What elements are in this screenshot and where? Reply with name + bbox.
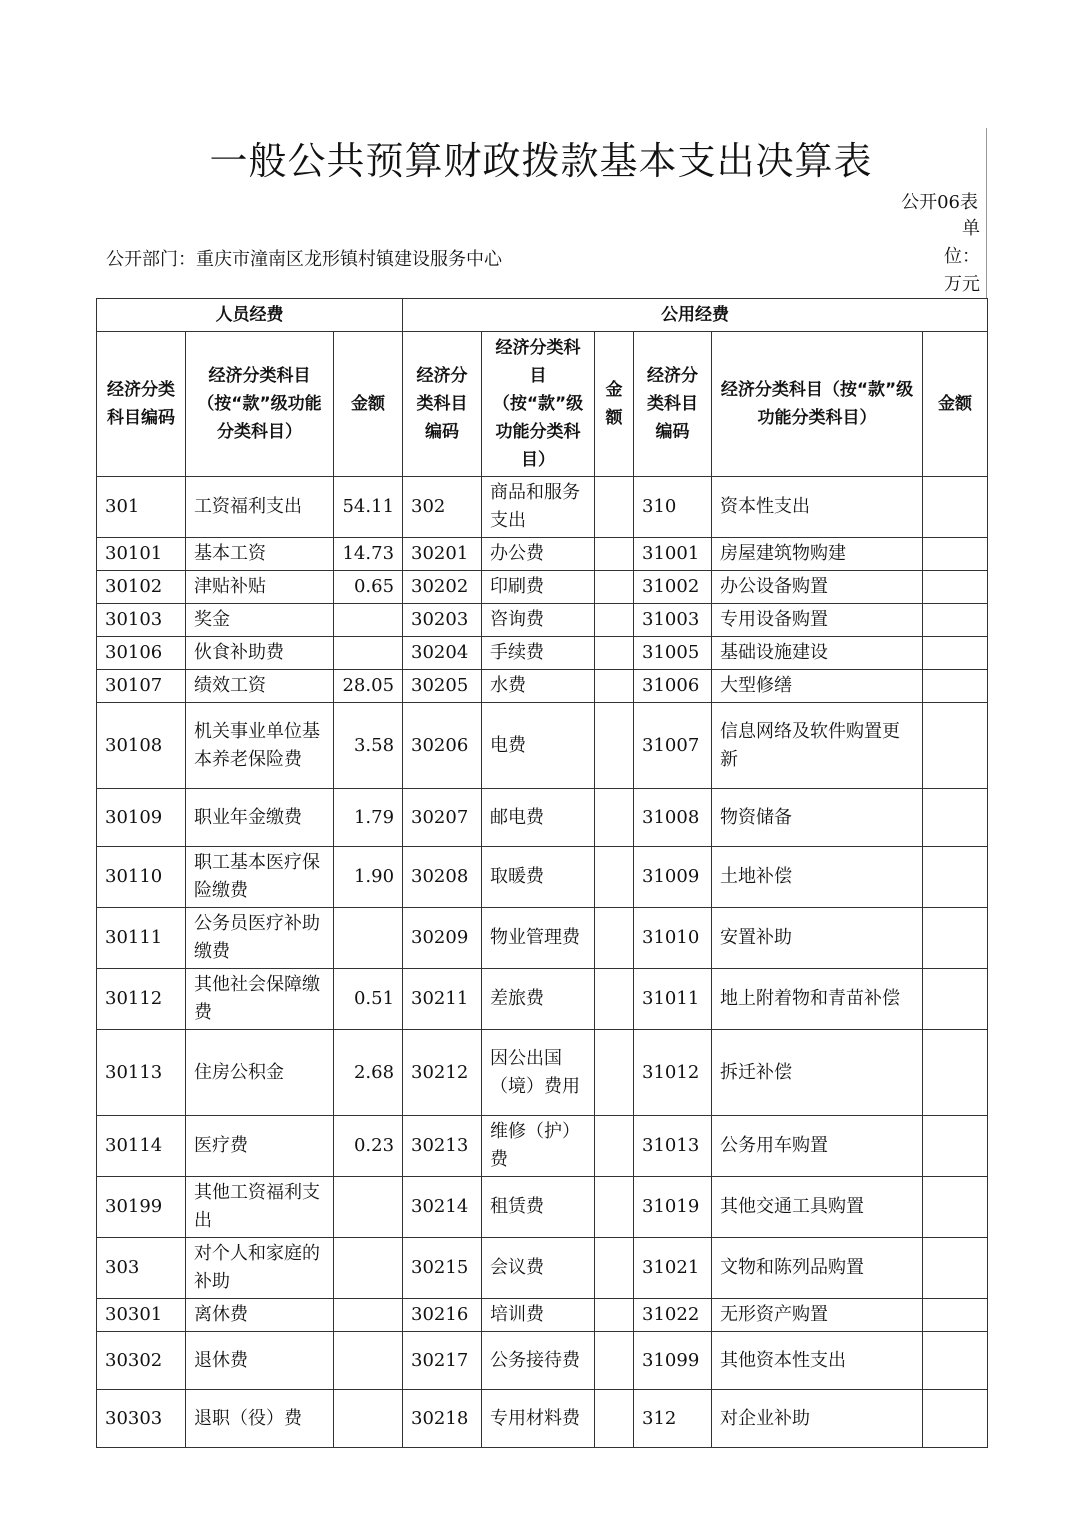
name-cell: 咨询费 xyxy=(482,604,595,637)
name-cell: 奖金 xyxy=(186,604,334,637)
amount-cell xyxy=(595,1390,634,1448)
code-cell: 31012 xyxy=(634,1030,712,1116)
name-cell: 基础设施建设 xyxy=(712,637,923,670)
name-cell: 电费 xyxy=(482,703,595,789)
code-cell: 30113 xyxy=(97,1030,186,1116)
code-cell: 30205 xyxy=(403,670,482,703)
code-cell: 30209 xyxy=(403,908,482,969)
name-cell: 因公出国（境）费用 xyxy=(482,1030,595,1116)
amount-cell xyxy=(334,1299,403,1332)
amount-cell xyxy=(595,847,634,908)
amount-cell xyxy=(595,703,634,789)
unit-value: 万元 xyxy=(944,274,980,295)
amount-cell xyxy=(334,1332,403,1390)
code-cell: 31022 xyxy=(634,1299,712,1332)
table-row xyxy=(97,1332,988,1390)
name-cell: 房屋建筑物购建 xyxy=(712,538,923,571)
code-cell: 30302 xyxy=(97,1332,186,1390)
code-cell: 31099 xyxy=(634,1332,712,1390)
code-cell: 30109 xyxy=(97,789,186,847)
code-cell: 30201 xyxy=(403,538,482,571)
amount-cell: 28.05 xyxy=(334,670,403,703)
code-cell: 30206 xyxy=(403,703,482,789)
group-personnel: 人员经费 xyxy=(97,299,403,332)
code-cell: 31021 xyxy=(634,1238,712,1299)
name-cell: 大型修缮 xyxy=(712,670,923,703)
code-cell: 31011 xyxy=(634,969,712,1030)
amount-cell xyxy=(595,969,634,1030)
amount-cell xyxy=(334,908,403,969)
name-cell: 伙食补助费 xyxy=(186,637,334,670)
code-cell: 30207 xyxy=(403,789,482,847)
amount-cell xyxy=(923,789,988,847)
table-row xyxy=(97,604,988,637)
group-public: 公用经费 xyxy=(403,299,988,332)
amount-cell xyxy=(595,1299,634,1332)
name-cell: 其他工资福利支出 xyxy=(186,1177,334,1238)
unit-block xyxy=(938,215,980,299)
right-divider xyxy=(986,128,987,298)
table-row xyxy=(97,538,988,571)
header-amount: 金额 xyxy=(334,332,403,477)
amount-cell xyxy=(334,1177,403,1238)
amount-cell xyxy=(923,477,988,538)
table-row xyxy=(97,571,988,604)
name-cell: 住房公积金 xyxy=(186,1030,334,1116)
name-cell: 拆迁补偿 xyxy=(712,1030,923,1116)
name-cell: 印刷费 xyxy=(482,571,595,604)
name-cell: 物业管理费 xyxy=(482,908,595,969)
table-row xyxy=(97,1116,988,1177)
code-cell: 302 xyxy=(403,477,482,538)
name-cell: 基本工资 xyxy=(186,538,334,571)
table-row xyxy=(97,1299,988,1332)
name-cell: 其他社会保障缴费 xyxy=(186,969,334,1030)
code-cell: 303 xyxy=(97,1238,186,1299)
table-row xyxy=(97,703,988,789)
header-code: 经济分类科目编码 xyxy=(97,332,186,477)
amount-cell xyxy=(595,670,634,703)
code-cell: 31013 xyxy=(634,1116,712,1177)
table-row xyxy=(97,670,988,703)
code-cell: 30114 xyxy=(97,1116,186,1177)
table-row xyxy=(97,1177,988,1238)
code-cell: 30303 xyxy=(97,1390,186,1448)
amount-cell xyxy=(923,538,988,571)
name-cell: 取暖费 xyxy=(482,847,595,908)
name-cell: 邮电费 xyxy=(482,789,595,847)
table-row xyxy=(97,1030,988,1116)
name-cell: 公务用车购置 xyxy=(712,1116,923,1177)
amount-cell xyxy=(923,1116,988,1177)
name-cell: 职工基本医疗保险缴费 xyxy=(186,847,334,908)
name-cell: 工资福利支出 xyxy=(186,477,334,538)
column-header-row xyxy=(97,332,988,477)
header-name: 经济分类科目（按“款”级功能分类科目） xyxy=(186,332,334,477)
table-row xyxy=(97,969,988,1030)
name-cell: 公务接待费 xyxy=(482,1332,595,1390)
code-cell: 30108 xyxy=(97,703,186,789)
amount-cell xyxy=(334,604,403,637)
amount-cell xyxy=(923,908,988,969)
amount-cell: 1.79 xyxy=(334,789,403,847)
code-cell: 30103 xyxy=(97,604,186,637)
code-cell: 30211 xyxy=(403,969,482,1030)
name-cell: 其他交通工具购置 xyxy=(712,1177,923,1238)
table-row xyxy=(97,789,988,847)
code-cell: 31005 xyxy=(634,637,712,670)
code-cell: 30203 xyxy=(403,604,482,637)
name-cell: 医疗费 xyxy=(186,1116,334,1177)
amount-cell: 0.65 xyxy=(334,571,403,604)
name-cell: 办公费 xyxy=(482,538,595,571)
code-cell: 31010 xyxy=(634,908,712,969)
name-cell: 租赁费 xyxy=(482,1177,595,1238)
code-cell: 31009 xyxy=(634,847,712,908)
table-body xyxy=(97,477,988,1448)
name-cell: 专用材料费 xyxy=(482,1390,595,1448)
amount-cell xyxy=(595,1116,634,1177)
table-row xyxy=(97,1238,988,1299)
name-cell: 资本性支出 xyxy=(712,477,923,538)
code-cell: 301 xyxy=(97,477,186,538)
name-cell: 对个人和家庭的补助 xyxy=(186,1238,334,1299)
name-cell: 土地补偿 xyxy=(712,847,923,908)
amount-cell xyxy=(595,1332,634,1390)
amount-cell xyxy=(923,1238,988,1299)
code-cell: 31002 xyxy=(634,571,712,604)
code-cell: 30216 xyxy=(403,1299,482,1332)
name-cell: 专用设备购置 xyxy=(712,604,923,637)
name-cell: 安置补助 xyxy=(712,908,923,969)
name-cell: 物资储备 xyxy=(712,789,923,847)
name-cell: 培训费 xyxy=(482,1299,595,1332)
code-cell: 30217 xyxy=(403,1332,482,1390)
form-number: 公开06表 xyxy=(901,192,978,213)
table-row xyxy=(97,847,988,908)
unit-label: 单位： xyxy=(944,218,980,267)
name-cell: 无形资产购置 xyxy=(712,1299,923,1332)
amount-cell xyxy=(923,670,988,703)
name-cell: 维修（护）费 xyxy=(482,1116,595,1177)
amount-cell xyxy=(923,703,988,789)
header-name: 经济分类科目（按“款”级功能分类科目） xyxy=(712,332,923,477)
code-cell: 31001 xyxy=(634,538,712,571)
code-cell: 31006 xyxy=(634,670,712,703)
name-cell: 公务员医疗补助缴费 xyxy=(186,908,334,969)
expenditure-table xyxy=(96,298,988,1448)
name-cell: 水费 xyxy=(482,670,595,703)
amount-cell xyxy=(595,789,634,847)
code-cell: 30112 xyxy=(97,969,186,1030)
amount-cell: 3.58 xyxy=(334,703,403,789)
code-cell: 30212 xyxy=(403,1030,482,1116)
amount-cell xyxy=(923,1332,988,1390)
code-cell: 30202 xyxy=(403,571,482,604)
amount-cell xyxy=(334,1390,403,1448)
department-label: 公开部门：重庆市潼南区龙形镇村镇建设服务中心 xyxy=(106,249,502,270)
name-cell: 办公设备购置 xyxy=(712,571,923,604)
amount-cell: 2.68 xyxy=(334,1030,403,1116)
amount-cell: 54.11 xyxy=(334,477,403,538)
header-code: 经济分类科目编码 xyxy=(403,332,482,477)
amount-cell xyxy=(923,604,988,637)
code-cell: 30107 xyxy=(97,670,186,703)
name-cell: 绩效工资 xyxy=(186,670,334,703)
table-row xyxy=(97,637,988,670)
code-cell: 312 xyxy=(634,1390,712,1448)
amount-cell: 0.23 xyxy=(334,1116,403,1177)
code-cell: 30102 xyxy=(97,571,186,604)
name-cell: 地上附着物和青苗补偿 xyxy=(712,969,923,1030)
code-cell: 30218 xyxy=(403,1390,482,1448)
name-cell: 退职（役）费 xyxy=(186,1390,334,1448)
code-cell: 30208 xyxy=(403,847,482,908)
name-cell: 职业年金缴费 xyxy=(186,789,334,847)
amount-cell xyxy=(595,1238,634,1299)
code-cell: 30204 xyxy=(403,637,482,670)
amount-cell: 0.51 xyxy=(334,969,403,1030)
code-cell: 30106 xyxy=(97,637,186,670)
amount-cell xyxy=(923,847,988,908)
code-cell: 30111 xyxy=(97,908,186,969)
header-name: 经济分类科目（按“款”级功能分类科目） xyxy=(482,332,595,477)
amount-cell xyxy=(595,604,634,637)
amount-cell xyxy=(923,571,988,604)
code-cell: 31003 xyxy=(634,604,712,637)
code-cell: 310 xyxy=(634,477,712,538)
amount-cell xyxy=(923,637,988,670)
amount-cell xyxy=(923,1177,988,1238)
code-cell: 30213 xyxy=(403,1116,482,1177)
amount-cell xyxy=(595,477,634,538)
table-row xyxy=(97,477,988,538)
code-cell: 31007 xyxy=(634,703,712,789)
amount-cell xyxy=(595,538,634,571)
code-cell: 30110 xyxy=(97,847,186,908)
name-cell: 其他资本性支出 xyxy=(712,1332,923,1390)
code-cell: 30215 xyxy=(403,1238,482,1299)
name-cell: 对企业补助 xyxy=(712,1390,923,1448)
amount-cell xyxy=(595,571,634,604)
amount-cell xyxy=(923,1299,988,1332)
name-cell: 文物和陈列品购置 xyxy=(712,1238,923,1299)
code-cell: 30214 xyxy=(403,1177,482,1238)
code-cell: 30199 xyxy=(97,1177,186,1238)
page-title: 一般公共预算财政拨款基本支出决算表 xyxy=(209,139,873,183)
amount-cell xyxy=(923,969,988,1030)
table-row xyxy=(97,1390,988,1448)
code-cell: 31008 xyxy=(634,789,712,847)
name-cell: 信息网络及软件购置更新 xyxy=(712,703,923,789)
name-cell: 商品和服务支出 xyxy=(482,477,595,538)
group-header-row xyxy=(97,299,988,332)
amount-cell xyxy=(595,637,634,670)
header-amount: 金额 xyxy=(595,332,634,477)
name-cell: 手续费 xyxy=(482,637,595,670)
header-code: 经济分类科目编码 xyxy=(634,332,712,477)
name-cell: 退休费 xyxy=(186,1332,334,1390)
amount-cell: 1.90 xyxy=(334,847,403,908)
code-cell: 30301 xyxy=(97,1299,186,1332)
name-cell: 津贴补贴 xyxy=(186,571,334,604)
name-cell: 离休费 xyxy=(186,1299,334,1332)
name-cell: 会议费 xyxy=(482,1238,595,1299)
amount-cell xyxy=(923,1030,988,1116)
code-cell: 30101 xyxy=(97,538,186,571)
amount-cell xyxy=(923,1390,988,1448)
amount-cell xyxy=(595,1030,634,1116)
amount-cell xyxy=(334,1238,403,1299)
name-cell: 机关事业单位基本养老保险费 xyxy=(186,703,334,789)
code-cell: 31019 xyxy=(634,1177,712,1238)
amount-cell: 14.73 xyxy=(334,538,403,571)
amount-cell xyxy=(595,908,634,969)
name-cell: 差旅费 xyxy=(482,969,595,1030)
header-amount: 金额 xyxy=(923,332,988,477)
table-row xyxy=(97,908,988,969)
amount-cell xyxy=(595,1177,634,1238)
amount-cell xyxy=(334,637,403,670)
